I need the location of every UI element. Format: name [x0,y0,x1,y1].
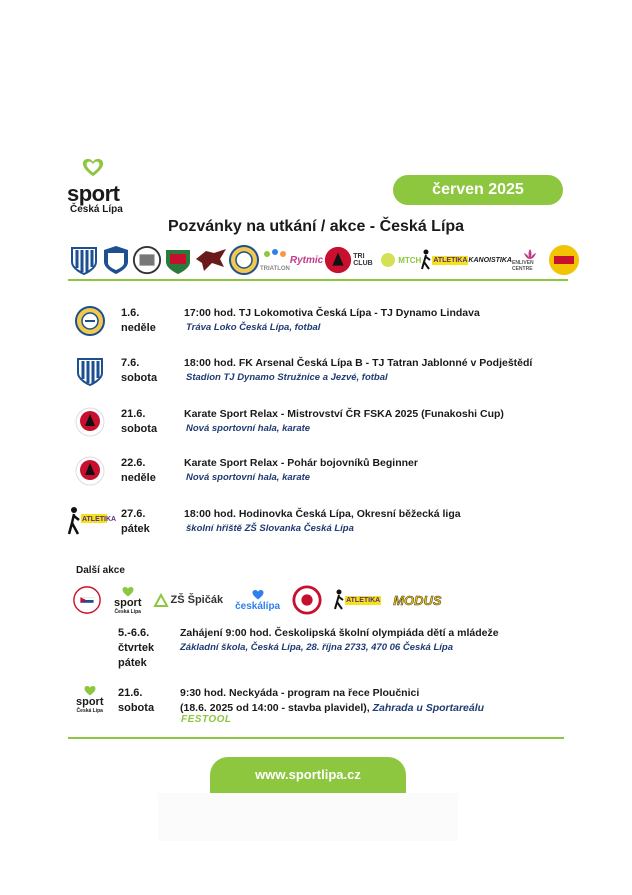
event-item [74,625,574,669]
event-place: Stadion TJ Dynamo Stružnice a Jezvé, fotbal [186,372,388,383]
event-date: 27.6. pátek [121,508,150,535]
event-date: 1.6. neděle [121,307,156,334]
enliven-logo: ENLIVEN CENTRE [512,248,548,272]
runner-icon [334,589,344,611]
event-place: školní hřiště ZŠ Slovanka Česká Lípa [186,523,354,534]
divider-top [68,279,568,281]
festool-logo: FESTOOL [181,714,232,725]
lotus-icon [522,248,538,260]
event-title: 18:00 hod. Hodinovka Česká Lípa, Okresní běžecká liga [184,508,461,520]
heart-icon [122,586,134,598]
karate-logo-icon [323,245,353,275]
olympiada-badge-icon [72,585,102,615]
event-item [74,355,574,395]
zs-spicak-logo: ZŠ Špičák [154,593,224,607]
event-place: Základní škola, Česká Lípa, 28. října 2733, 470 06 Česká Lípa [180,642,454,653]
event-title: 9:30 hod. Neckyáda - program na řece Ploučnici [180,687,420,699]
ceska-lipa-logo: českálípa [235,589,280,612]
event-place: Nová sportovní hala, karate [186,423,311,434]
runner-icon [421,249,431,271]
mtch-logo: MTCH [380,252,421,268]
tennis-ball-icon [380,252,396,268]
lokomotiva-crest-icon [100,244,132,276]
event-title: 17:00 hod. TJ Lokomotiva Česká Lípa - TJ Dynamo Lindava [184,307,480,319]
arsenal-crest-icon [74,355,106,387]
event-title: Karate Sport Relax - Mistrovství ČR FSKA 2025 (Funakoshi Cup) [184,408,504,420]
arsenal-crest-icon [68,244,100,276]
event-place: Tráva Loko Česká Lípa, fotbal [186,322,321,333]
website-link[interactable]: www.sportlipa.cz [210,757,406,793]
event-item [74,455,574,495]
atletika-runner-icon [68,506,117,538]
event-date: 22.6. neděle [121,457,156,484]
heart-logo-icon [82,157,104,179]
event-title: Zahájení 9:00 hod. Českolipská školní olympiáda dětí a mládeže [180,627,499,639]
kanoistika-logo: KANOISTIKA [468,256,512,264]
event-item [74,506,574,546]
partner-logo-strip [72,582,472,618]
event-date: 7.6. sobota [121,357,158,384]
event-title: 18:00 hod. FK Arsenal Česká Lípa B - TJ Tatran Jablonné v Podještědí [184,357,533,369]
club-logo-strip [68,242,580,278]
sport-brand-logo: sport Česká Lípa [76,685,104,714]
event-item [74,406,574,446]
sport-partner-logo: sport Česká Lípa [114,586,142,615]
club-badge-icon [132,245,162,275]
divider-bottom [68,737,564,739]
svg-text:ATLETIKA: ATLETIKA [82,516,117,523]
atletika-logo: ATLETIKA [421,249,468,271]
mountain-icon [154,593,168,607]
triclub-logo: TRI CLUB [353,253,373,267]
page-title: Pozvánky na utkání / akce - Česká Lípa [167,218,465,235]
footer-panel [158,793,458,841]
section-label: Další akce [76,565,125,576]
month-badge: červen 2025 [393,175,563,205]
eagle-logo-icon [194,245,228,275]
karate-logo-icon [74,455,106,487]
sports-club-badge-icon [292,585,322,615]
city-heart-icon [252,589,264,601]
event-date: 21.6. sobota [121,408,158,435]
modus-logo: MODUS [393,592,442,608]
triatlon-logo: TRIATLON [260,248,290,272]
lokomotiva-badge-icon [74,305,106,337]
atletika-partner-logo: ATLETIKA [334,589,381,611]
brand-name: sport [67,181,120,206]
event-date: 21.6. sobota [118,687,155,714]
shield-logo-icon [162,244,194,276]
event-date: 5.-6.6. čtvrtek pátek [118,627,155,669]
event-title: Karate Sport Relax - Pohár bojovníků Beginner [184,457,418,469]
event-item [74,305,574,345]
sponsor-star-badge-icon [548,244,580,276]
event-subtitle: (18.6. 2025 od 14:00 - stavba plavidel), Zahrada u Sportareálu [180,702,485,714]
event-item [74,685,574,735]
brand-city: Česká Lípa [70,204,123,215]
karate-logo-icon [74,406,106,438]
triatlon-figures-icon [261,248,289,266]
football-club-badge-icon [228,244,260,276]
rytmic-logo: Rytmic [289,254,324,266]
event-place: Nová sportovní hala, karate [186,472,311,483]
